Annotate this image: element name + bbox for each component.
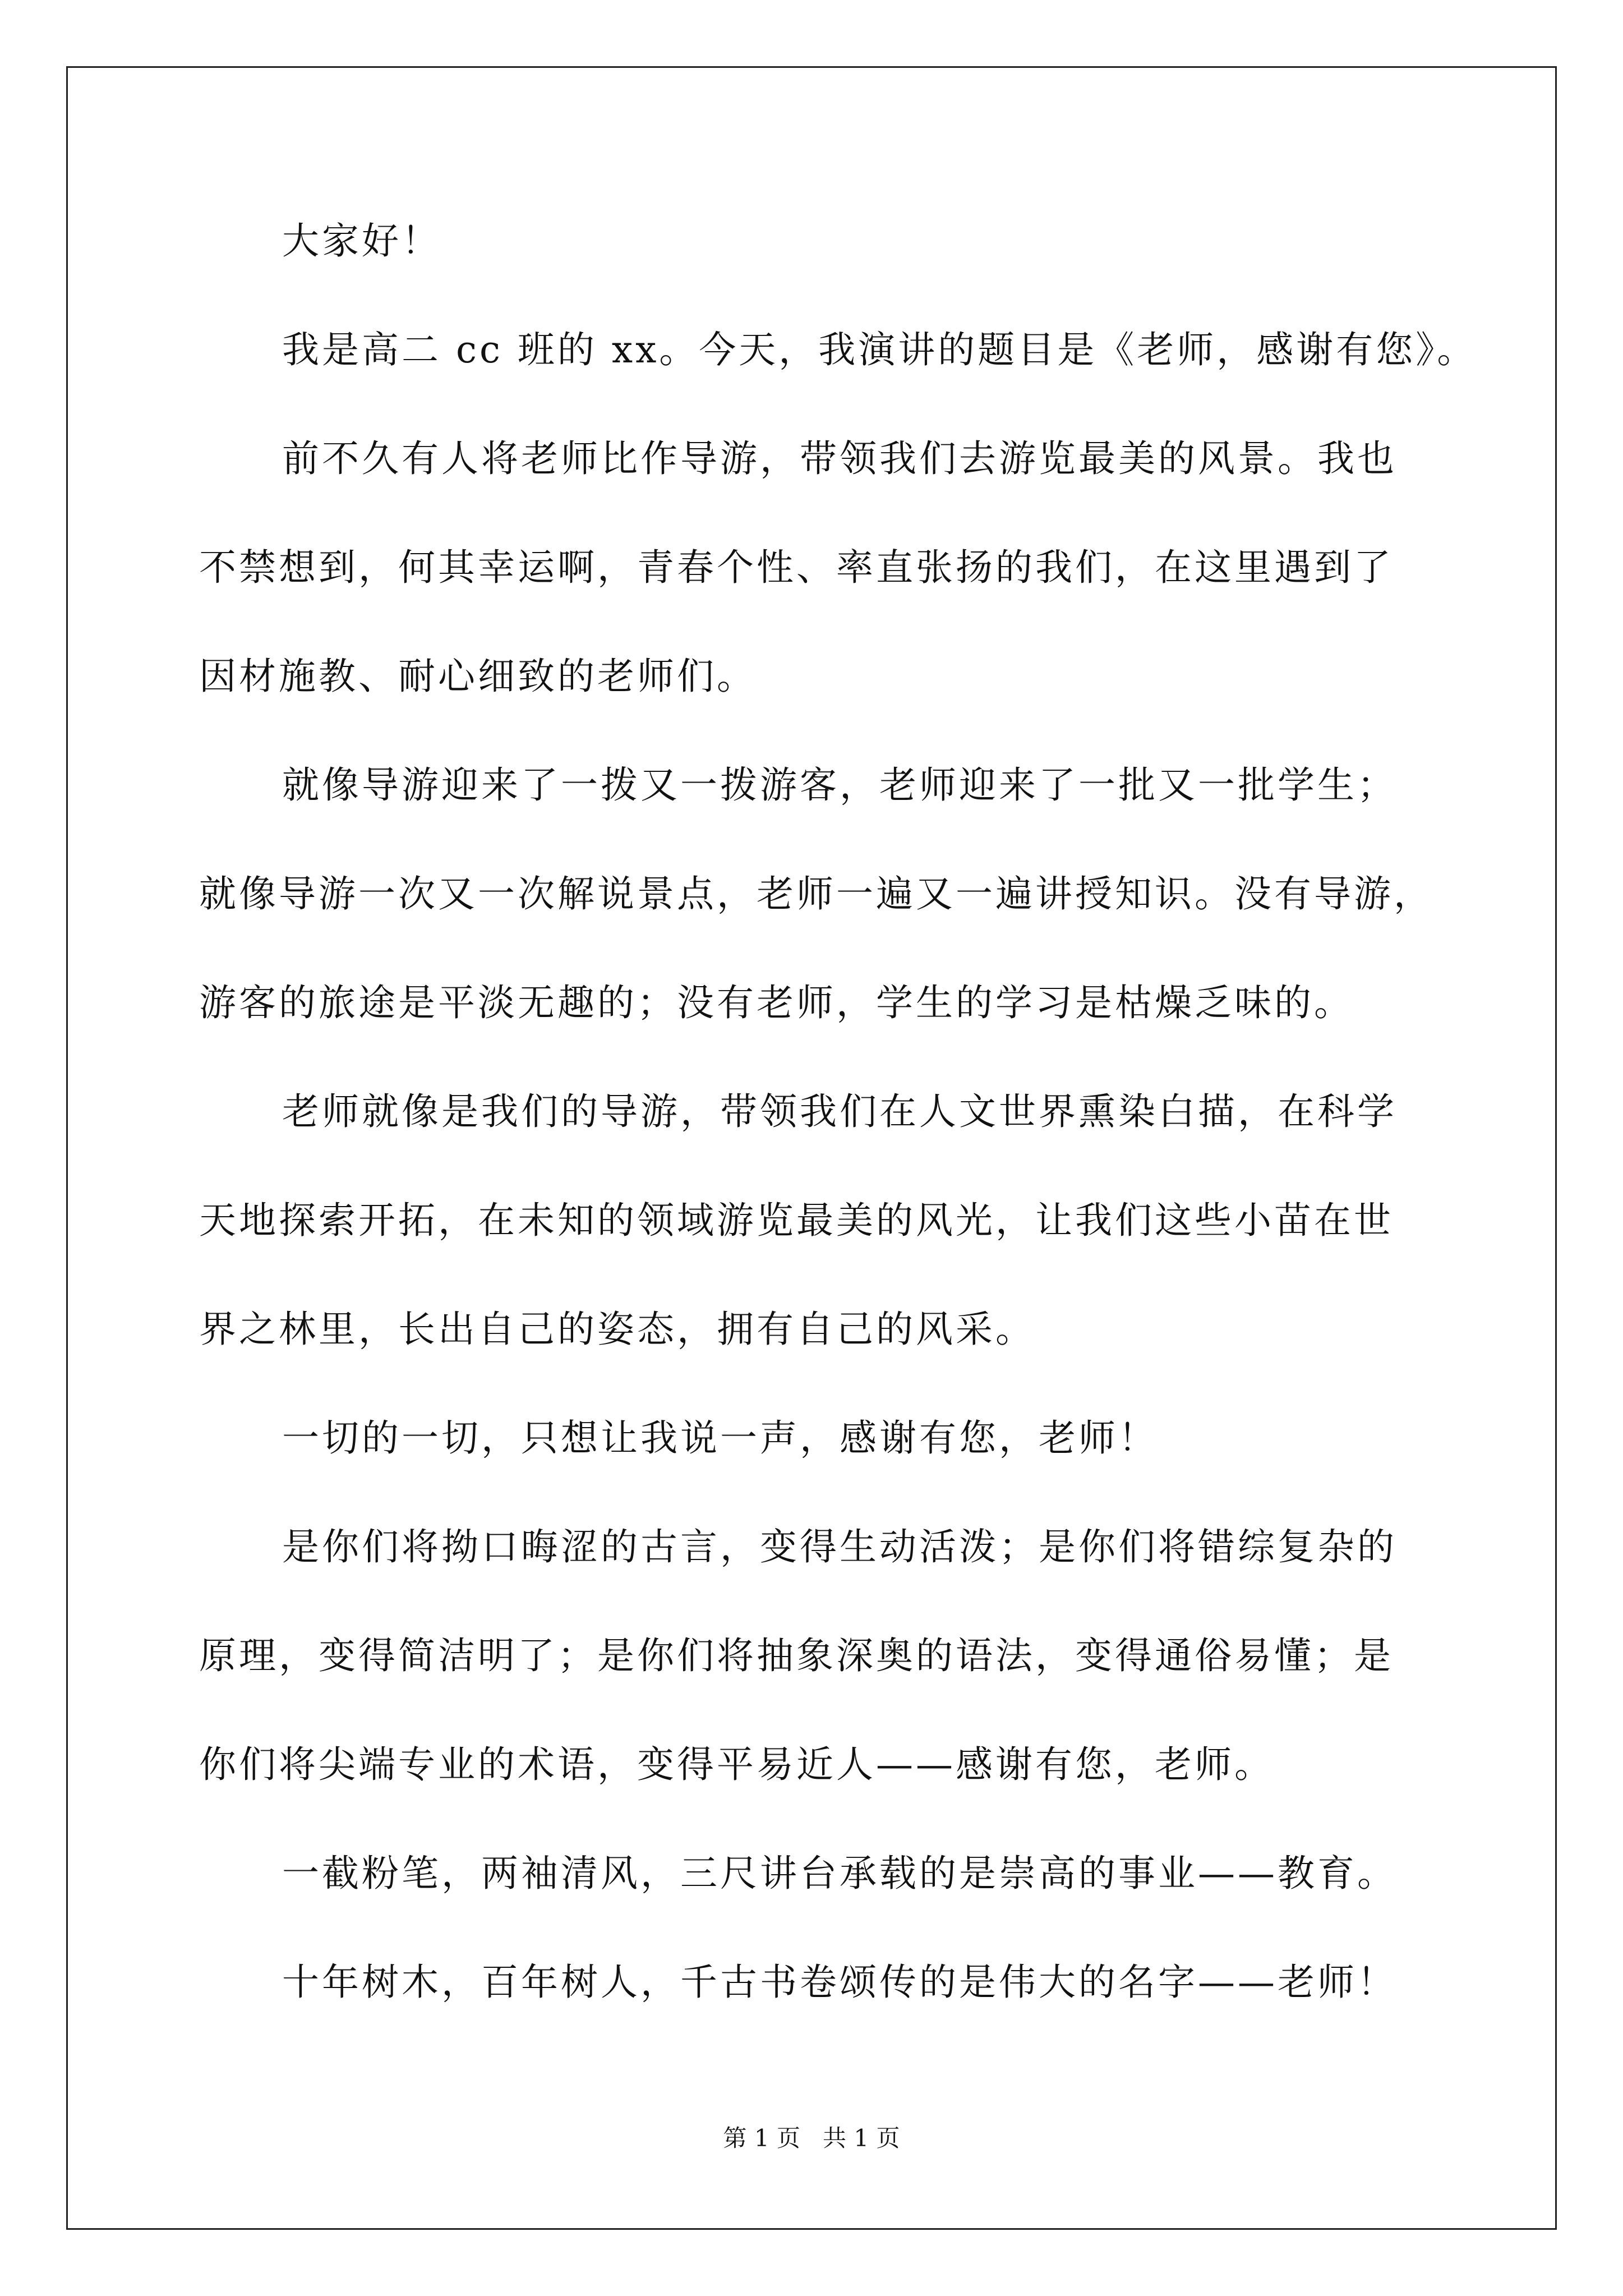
paragraph-line: 就像导游一次又一次解说景点，老师一遍又一遍讲授知识。没有导游，	[199, 872, 1433, 915]
paragraph-greeting: 大家好！	[282, 219, 441, 263]
page-border	[66, 66, 1557, 2230]
paragraph-line: 原理，变得简洁明了；是你们将抽象深奥的语法，变得通俗易懂；是	[199, 1634, 1394, 1677]
paragraph-line: 因材施教、耐心细致的老师们。	[199, 655, 757, 698]
page-footer: 第 1 页 共 1 页	[723, 2124, 900, 2152]
paragraph-line: 你们将尖端专业的术语，变得平易近人——感谢有您，老师。	[199, 1743, 1274, 1786]
paragraph-line: 老师就像是我们的导游，带领我们在人文世界熏染白描，在科学	[282, 1090, 1397, 1133]
paragraph-line: 一截粉笔，两袖清风，三尺讲台承载的是崇高的事业——教育。	[282, 1852, 1397, 1895]
paragraph-line: 就像导游迎来了一拨又一拨游客，老师迎来了一批又一批学生；	[282, 763, 1397, 807]
paragraph-line: 不禁想到，何其幸运啊，青春个性、率直张扬的我们，在这里遇到了	[199, 546, 1394, 589]
paragraph-line: 前不久有人将老师比作导游，带领我们去游览最美的风景。我也	[282, 437, 1397, 480]
paragraph-line: 游客的旅途是平淡无趣的；没有老师，学生的学习是枯燥乏味的。	[199, 981, 1354, 1024]
paragraph-line: 是你们将拗口晦涩的古言，变得生动活泼；是你们将错综复杂的	[282, 1525, 1397, 1568]
paragraph-line: 十年树木，百年树人，千古书卷颂传的是伟大的名字——老师！	[282, 1961, 1397, 2004]
paragraph-line: 一切的一切，只想让我说一声，感谢有您，老师！	[282, 1416, 1158, 1460]
paragraph-intro: 我是高二 cc 班的 xx。今天，我演讲的题目是《老师，感谢有您》。	[282, 328, 1477, 371]
paragraph-line: 天地探索开拓，在未知的领域游览最美的风光，让我们这些小苗在世	[199, 1199, 1394, 1242]
paragraph-line: 界之林里，长出自己的姿态，拥有自己的风采。	[199, 1308, 1035, 1351]
